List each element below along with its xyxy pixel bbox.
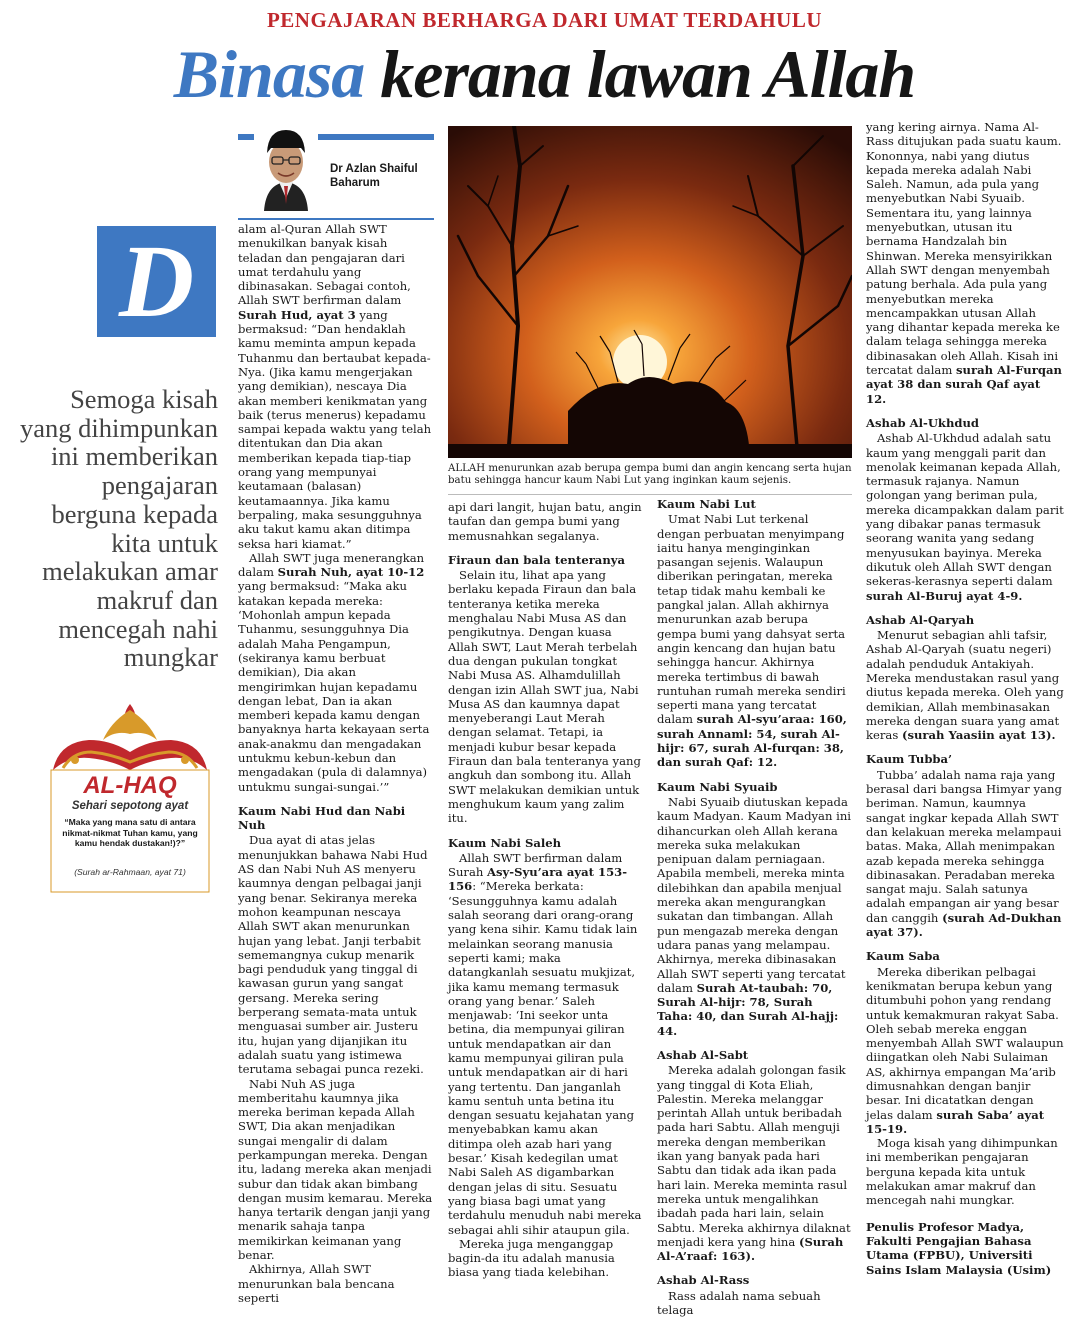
paragraph: Ashab Al-Ukhdud adalah satu kaum yang menggali parit dan menolak keimanan kepada Allah, termasuk rajanya. Namun golongan yang beriman pula, mereka dicampakkan dalam parit yang dibakar panas termasuk seorang wanita yang sedang menyusukan bayinya. Mereka dikutuk oleh Allah SWT dengan sekeras-kerasnya seperti dalam surah Al-Buruj ayat 4-9.: [866, 431, 1064, 603]
subheading: Kaum Nabi Lut: [657, 497, 756, 511]
paragraph: yang kering airnya. Nama Al-Rass ditujukan pada suatu kaum. Kononnya, nabi yang diutus kepada mereka adalah Nabi Saleh. Namun, ada pula yang menyebutkan Nabi Syuaib. Sementara itu, yang lainnya menyebutkan, utusan itu bernama Handzalah bin Shinwan. Mereka mensyirikkan Allah SWT dengan menyembah patung berhala. Ada pula yang menyebutkan mereka mencampakkan utusan Allah yang dihantar kepada mereka ke dalam telaga sehingga mereka dibinasakan oleh Allah. Kisah ini tercatat dalam surah Al-Furqan ayat 38 dan surah Qaf ayat 12.: [866, 120, 1062, 406]
author-name-line1: Dr Azlan Shaiful: [330, 163, 418, 175]
paragraph: Allah SWT juga menerangkan dalam Surah Nuh, ayat 10-12 yang bermaksud: “Maka aku katakan kepada mereka: ‘Mohonlah ampun kepada Tuhanmu, sesungguhnya Dia adalah Maha Pengampun, (sekiranya kamu berbuat demikian), Dia akan mengirimkan hujan kepadamu dengan lebat, Dan ia akan memberi kepada kamu dengan banyaknya harta kekayaan serta anak-anakmu dan mengadakan untukmu kebun-kebun dan mengadakan (pula di dalamnya) untukmu sungai-sungai.’”: [238, 550, 430, 794]
paragraph: Umat Nabi Lut terkenal dengan perbuatan menyimpang iaitu hanya menginginkan pasangan sejenis. Walaupun diberikan peringatan, mereka tetap tidak mahu kembali ke pangkal jalan. Allah akhirnya menurunkan azab berupa gempa bumi yang dahsyat serta angin kencang dan hujan batu sehingga hancur. Akhirnya mereka tertimbus di bawah runtuhan rumah mereka sendiri seperti mana yang tercatat dalam surah Al-syu’araa: 160, surah Annaml: 54, surah Al-hijr: 67, surah Al-furqan: 38, dan surah Qaf: 12.: [657, 512, 847, 770]
sunset-image: [448, 126, 852, 458]
paragraph: Selain itu, lihat apa yang berlaku kepada Firaun dan bala tenteranya ketika mereka menghalau Nabi Musa AS dan pengikutnya. Dengan kuasa Allah SWT, Laut Merah terbelah dua dengan pukulan tongkat Nabi Musa AS. Alhamdulillah dengan izin Allah SWT jua, Nabi Musa AS dan kaumnya dapat menyeberangi Laut Merah dengan selamat. Tetapi, ia menjadi kubur besar kepada Firaun dan bala tenteranya yang angkuh dan sombong itu. Allah SWT melakukan demikian untuk menghukum kaum yang zalim itu.: [448, 568, 641, 826]
subheading: Kaum Nabi Saleh: [448, 835, 562, 850]
drop-cap: D: [97, 226, 216, 337]
sunset-photo: [448, 126, 852, 458]
author-avatar: [254, 118, 318, 211]
column-4: [866, 120, 1064, 1277]
subheading: Kaum Nabi Hud dan Nabi Nuh: [238, 803, 406, 833]
al-haq-title: AL-HAQ: [83, 772, 177, 799]
subheading: Firaun dan bala tenteranya: [448, 552, 625, 567]
photo-caption: ALLAH menurunkan azab berupa gempa bumi dan angin kencang serta hujan batu sehingga hancur kaum Nabi Lut yang inginkan kaum sejenis.: [448, 463, 852, 495]
column-2: [448, 500, 642, 1280]
paragraph: Allah SWT berfirman dalam Surah Asy-Syu’ara ayat 153-156: “Mereka berkata: ‘Sesungguhnya kamu adalah salah seorang dari orang-orang yang kena sihir. Kamu tidak lain melainkan seorang manusia seperti kami; maka datangkanlah sesuatu mukjizat, jika kamu memang termasuk orang yang benar.’ Saleh menjawab: ‘Ini seekor unta betina, dia mempunyai giliran untuk mendapatkan air dan kamu mempunyai giliran pula untuk mendapatkan air di hari yang tertentu. Dan janganlah kamu sentuh unta betina itu dengan sesuatu kejahatan yang menyebabkan kamu akan ditimpa oleh azab hari yang besar.’ Kisah kedegilan umat Nabi Saleh AS digambarkan dengan jelas di situ. Sesuatu yang biasa bagi umat yang terdahulu menuduh nabi mereka sebagai ahli sihir ataupun gila.: [448, 850, 642, 1237]
paragraph: Mereka diberikan pelbagai kenikmatan berupa kebun yang ditumbuhi pohon yang rendang untuk kemakmuran rakyat Saba. Oleh sebab mereka enggan menyembah Allah SWT walaupun diingatkan oleh Nabi Sulaiman AS, akhirnya empangan Ma’arib dimusnahkan dengan banjir besar. Ini dicatatkan dengan jelas dalam surah Saba’ ayat 15-19.: [866, 964, 1064, 1136]
headline: [0, 34, 1089, 114]
column-1: [238, 222, 434, 1305]
headline-part2: kerana lawan Allah: [380, 36, 916, 112]
paragraph: Tubba’ adalah nama raja yang berasal dari bangsa Himyar yang beriman. Namun, kaumnya sangat ingkar kepada Allah SWT dan kelakuan mereka melampaui batas. Maka, Allah menimpakan azab kepada mereka sehingga dibinasakan. Peradaban mereka sangat maju. Salah satunya adalah empangan air yang besar dan canggih (surah Ad-Dukhan ayat 37).: [866, 767, 1062, 940]
al-haq-quote: “Maka yang mana satu di antara nikmat-nikmat Tuhan kamu, yang kamu hendak dustakan!)?”: [62, 817, 198, 849]
author-box: [238, 134, 434, 220]
paragraph: Moga kisah yang dihimpunkan ini memberikan pengajaran berguna kepada kita untuk melakukan amar makruf dan mencegah nahi mungkar.: [866, 1136, 1058, 1208]
column-3: [657, 497, 851, 1317]
al-haq-box: [45, 700, 215, 895]
paragraph: api dari langit, hujan batu, angin taufan dan gempa bumi yang memusnahkan segalanya.: [448, 500, 642, 543]
al-haq-subtitle: Sehari sepotong ayat: [71, 800, 189, 812]
paragraph: Menurut sebagian ahli tafsir, Ashab Al-Qaryah (suatu negeri) adalah penduduk Antakiyah. Mereka mendustakan rasul yang diutus kepada mereka. Oleh yang demikian, Allah membinasakan mereka dengan suara yang amat keras (surah Yaasiin ayat 13).: [866, 628, 1064, 743]
subheading: Ashab Al-Rass: [657, 1273, 750, 1288]
author-credit: Penulis Profesor Madya, Fakulti Pengajian Bahasa Utama (FPBU), Universiti Sains Islam Malaysia (Usim): [866, 1219, 1052, 1277]
subheading: Ashab Al-Qaryah: [866, 612, 975, 627]
subheading: Kaum Saba: [866, 949, 940, 964]
paragraph: Akhirnya, Allah SWT menurunkan bala bencana seperti: [238, 1262, 395, 1305]
author-name: [330, 162, 418, 190]
paragraph: Mereka adalah golongan fasik yang tinggal di Kota Eliah, Palestin. Mereka melanggar perintah Allah untuk beribadah pada hari Sabtu. Allah menguji mereka dengan memberikan ikan yang banyak pada hari Sabtu dan tidak ada ikan pada hari lain. Mereka meminta rasul mereka untuk mengalihkan ibadah pada hari lain, selain Sabtu. Mereka akhirnya dilaknat menjadi kera yang hina (Surah Al-A’raaf: 163).: [657, 1063, 851, 1264]
author-name-line2: Baharum: [330, 177, 380, 189]
paragraph: Nabi Nuh AS juga memberitahu kaumnya jika mereka beriman kepada Allah SWT, Dia akan menjadikan sungai mengalir di dalam perkampungan mereka. Dengan itu, ladang mereka akan menjadi subur dan tidak akan bimbang dengan musim kemarau. Mereka hanya tertarik dengan janji yang menarik sahaja tanpa memikirkan keimanan yang benar.: [238, 1076, 433, 1263]
subheading: Ashab Al-Sabt: [657, 1047, 749, 1062]
subheading: Ashab Al-Ukhdud: [866, 415, 980, 430]
subheading: Kaum Tubba’: [866, 752, 953, 767]
al-haq-source: (Surah ar-Rahmaan, ayat 71): [74, 867, 186, 877]
paragraph: Rass adalah nama sebuah telaga: [657, 1288, 821, 1317]
paragraph: Mereka juga menganggap bagin-da itu adalah manusia biasa yang tiada kelebihan.: [448, 1236, 615, 1280]
headline-part1: Binasa: [173, 36, 365, 112]
subheading: Kaum Nabi Syuaib: [657, 779, 778, 794]
pull-quote: Semoga kisah yang dihimpunkan ini memberikan pengajaran berguna kepada kita untuk melakukan amar makruf dan mencegah nahi mungkar: [20, 384, 218, 673]
paragraph: alam al-Quran Allah SWT menukilkan banyak kisah teladan dan pengajaran dari umat terdahulu yang dibinasakan. Sebagai contoh, Allah SWT berfirman dalam Surah Hud, ayat 3 yang bermaksud: “Dan hendaklah kamu meminta ampun kepada Tuhanmu dan bertaubat kepada-Nya. (Jika kamu mengerjakan yang demikian), nescaya Dia akan memberi kenikmatan yang baik (terus menerus) kepadamu sampai kepada waktu yang telah ditentukan dan Dia akan memberikan kepada tiap-tiap orang yang mempunyai keutamaan (balasan) keutamaannya. Jika kamu berpaling, maka sesungguhnya aku takut kamu akan ditimpa seksa hari kiamat.”: [238, 222, 432, 551]
paragraph: Dua ayat di atas jelas menunjukkan bahawa Nabi Hud AS dan Nabi Nuh AS menyeru kaumnya dengan pelbagai janji yang benar. Sekiranya mereka mohon keampunan nescaya Allah SWT akan menurunkan hujan yang lebat. Janji terbabit sememangnya cukup menarik bagi penduduk yang tinggal di kawasan gurun yang sangat gersang. Mereka sering berperang semata-mata untuk menguasai sumber air. Justeru itu, hujan yang dijanjikan itu adalah suatu yang istimewa terutama sebagai punca rezeki.: [238, 833, 428, 1077]
paragraph: Nabi Syuaib diutuskan kepada kaum Madyan. Kaum Madyan ini dihancurkan oleh Allah kerana mereka suka melakukan penipuan dalam perniagaan. Apabila membeli, mereka minta dilebihkan dan apabila menjual mereka akan mengurangkan sukatan dan timbangan. Allah pun mengazab mereka dengan udara panas yang melampau. Akhirnya, mereka dibinasakan Allah SWT seperti yang tercatat dalam Surah At-taubah: 70, Surah Al-hijr: 78, Surah Taha: 40, dan Surah Al-hajj: 44.: [657, 794, 852, 1038]
kicker: PENGAJARAN BERHARGA DARI UMAT TERDAHULU: [266, 8, 823, 32]
